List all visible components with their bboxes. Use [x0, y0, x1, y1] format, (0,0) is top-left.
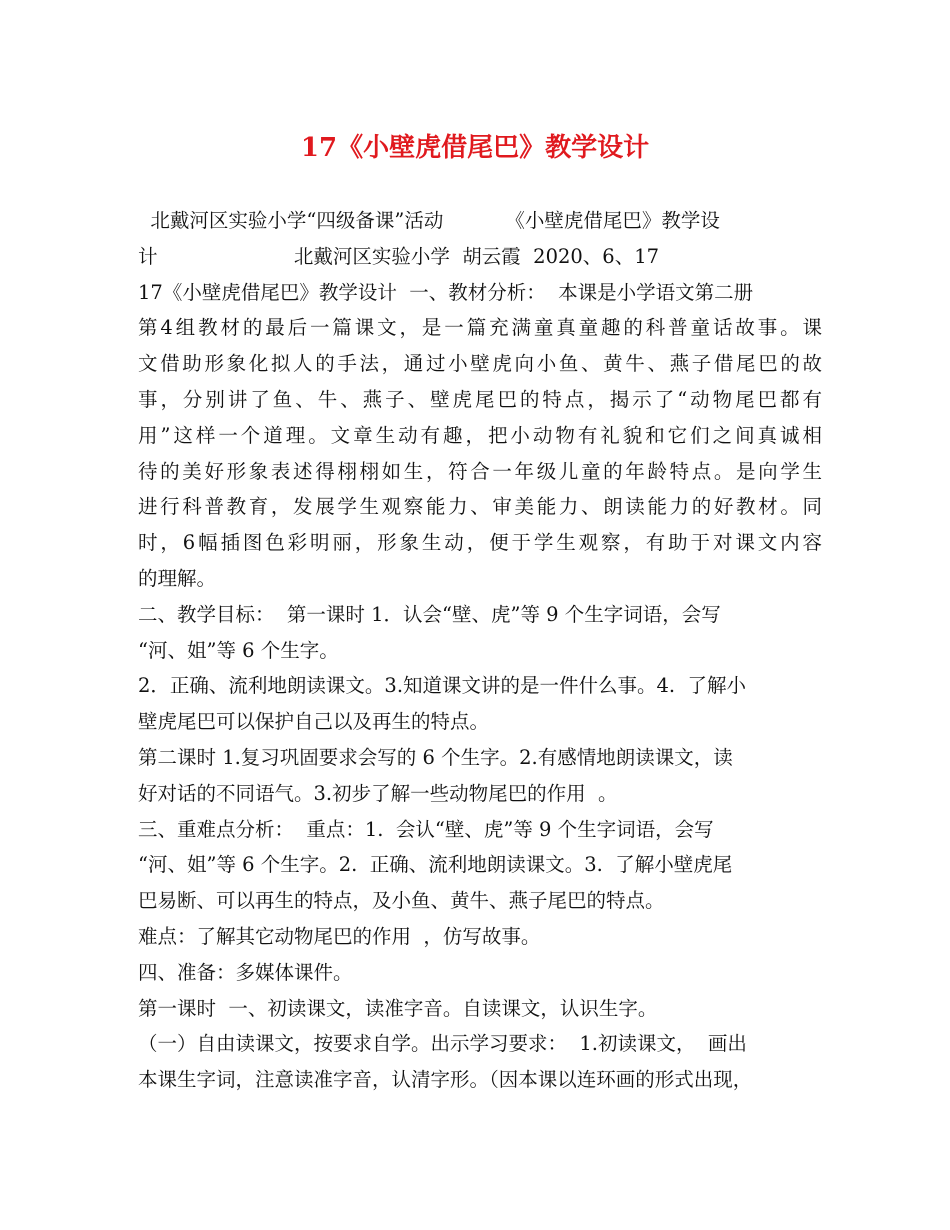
document-body	[138, 203, 822, 1098]
text-line: 好对话的不同语气。3.初步了解一些动物尾巴的作用 。	[138, 781, 618, 805]
text-line: 用”这样一个道理。文章生动有趣，把小动物有礼貌和它们之间真诚相	[138, 423, 822, 447]
text-line: 时，6幅插图色彩明丽，形象生动，便于学生观察，有助于对课文内容	[138, 531, 822, 555]
text-line: 的理解。	[138, 566, 217, 590]
text-line: 计 北戴河区实验小学 胡云霞 2020、6、17	[138, 244, 660, 268]
text-line: 巴易断、可以再生的特点，及小鱼、黄牛、燕子尾巴的特点。	[138, 889, 665, 913]
text-line: 三、重难点分析： 重点：1. 会认“壁、虎”等 9 个生字词语，会写	[138, 817, 714, 841]
text-line: 四、准备：多媒体课件。	[138, 960, 353, 984]
text-line: 难点：了解其它动物尾巴的作用 ，仿写故事。	[138, 924, 541, 948]
text-line: 壁虎尾巴可以保护自己以及再生的特点。	[138, 710, 490, 734]
text-line: 2．正确、流利地朗读课文。3.知道课文讲的是一件什么事。4. 了解小	[138, 674, 747, 698]
text-line: 进行科普教育，发展学生观察能力、审美能力、朗读能力的好教材。同	[138, 495, 822, 519]
text-line: 二、教学目标： 第一课时 1．认会“壁、虎”等 9 个生字词语，会写	[138, 602, 721, 626]
text-line: 17《小壁虎借尾巴》教学设计 一、教材分析： 本课是小学语文第二册	[138, 280, 754, 304]
text-line: “河、姐”等 6 个生字。2. 正确、流利地朗读课文。3. 了解小壁虎尾	[138, 853, 733, 877]
text-line: “河、姐”等 6 个生字。	[138, 638, 339, 662]
text-line: 待的美好形象表述得栩栩如生，符合一年级儿童的年龄特点。是向学生	[138, 459, 822, 483]
text-line: 第一课时 一、初读课文，读准字音。自读课文，认识生字。	[138, 996, 658, 1020]
text-line: 第4组教材的最后一篇课文，是一篇充满童真童趣的科普童话故事。课	[138, 316, 822, 340]
text-line: 北戴河区实验小学“四级备课”活动 《小壁虎借尾巴》教学设	[138, 209, 720, 232]
text-line: 事，分别讲了鱼、牛、燕子、壁虎尾巴的特点，揭示了“动物尾巴都有	[138, 387, 822, 411]
text-line: （一）自由读课文，按要求自学。出示学习要求： 1.初读课文， 画出	[138, 1032, 747, 1056]
text-line: 文借助形象化拟人的手法，通过小壁虎向小鱼、黄牛、燕子借尾巴的故	[138, 352, 822, 376]
text-line: 第二课时 1.复习巩固要求会写的 6 个生字。2.有感情地朗读课文，读	[138, 745, 733, 769]
document-title: 17《小壁虎借尾巴》教学设计	[300, 133, 650, 163]
text-line: 本课生字词，注意读准字音，认清字形。（因本课以连环画的形式出现，	[138, 1068, 753, 1092]
